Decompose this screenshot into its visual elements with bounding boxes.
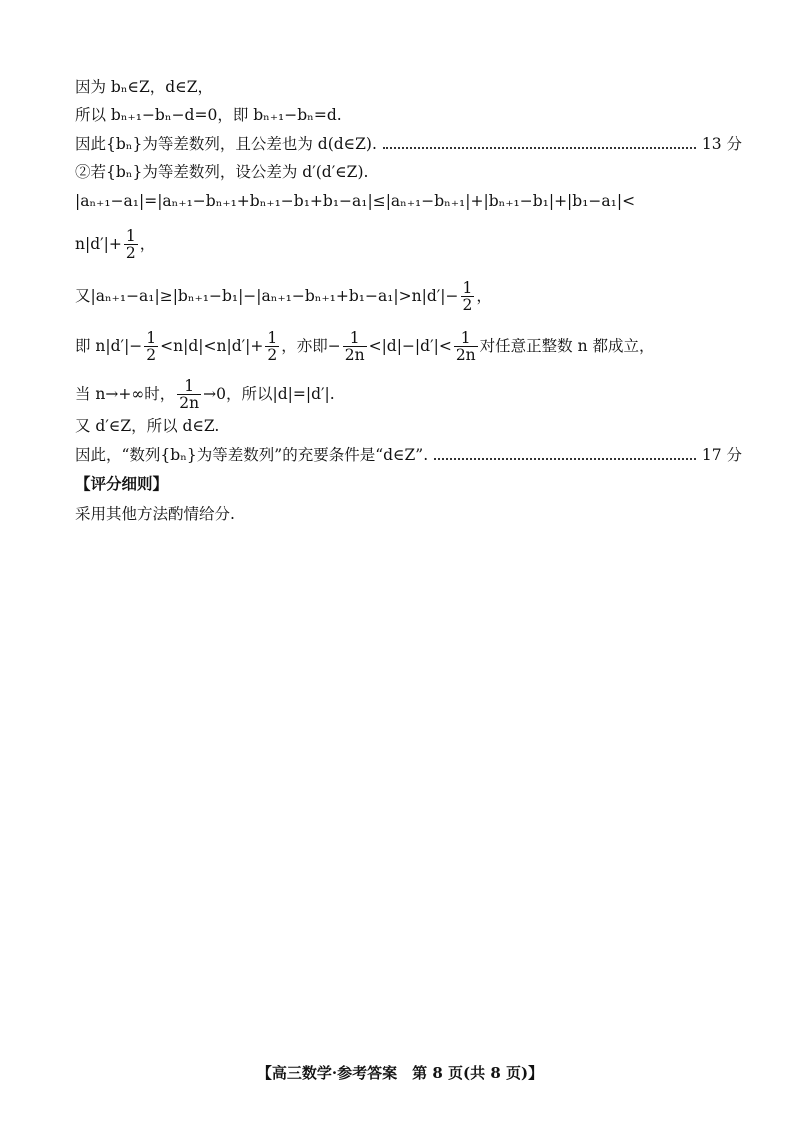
fraction-denominator: 2 — [146, 346, 157, 365]
line-10-text: 又 d′∈Z，所以 d∈Z. — [75, 417, 220, 435]
fraction-3 — [343, 330, 367, 364]
page-footer: 【高三数学·参考答案 第 8 页(共 8 页)】 — [256, 1064, 544, 1082]
score-17: 17 分 — [701, 446, 742, 464]
fraction-denominator: 2n — [455, 346, 476, 365]
fraction-1 — [144, 330, 158, 364]
line-9-post: →0，所以|d|=|d′|. — [203, 384, 335, 403]
text-line-5 — [75, 190, 635, 212]
fraction-half — [461, 280, 475, 314]
fraction-1-over-2n — [177, 378, 201, 412]
score-13: 13 分 — [701, 135, 742, 153]
text-line-6 — [75, 228, 155, 262]
fraction-denominator: 2 — [267, 346, 278, 365]
line-11-text: 因此，“数列{bₙ}为等差数列”的充要条件是“d∈Z”. — [75, 446, 429, 464]
text-line-7 — [75, 280, 492, 314]
fraction-2 — [265, 330, 279, 364]
line-6-post: ， — [139, 234, 156, 253]
fraction-numerator: 1 — [125, 227, 136, 245]
fraction-numerator: 1 — [267, 329, 278, 347]
grading-details-heading — [75, 473, 168, 495]
line-5-text: |aₙ₊₁−a₁|=|aₙ₊₁−bₙ₊₁+bₙ₊₁−b₁+b₁−a₁|≤|aₙ₊₁−bₙ₊₁|+|bₙ₊₁−b₁|+|b₁−a₁|< — [75, 192, 636, 210]
line-8-pre: 即 n|d′|− — [75, 336, 143, 355]
fraction-numerator: 1 — [177, 378, 201, 395]
fraction-half — [124, 228, 138, 262]
line-9-pre: 当 n→+∞时， — [75, 384, 176, 403]
text-line-4 — [75, 161, 368, 183]
fraction-numerator: 1 — [454, 330, 478, 347]
fraction-numerator: 1 — [146, 329, 157, 347]
text-line-1 — [75, 76, 213, 98]
fraction-numerator: 1 — [462, 279, 473, 297]
line-13-text: 采用其他方法酌情给分. — [75, 505, 235, 523]
line-8-mid: <n|d|<n|d′|+ — [160, 336, 264, 355]
line-4-text: ②若{bₙ}为等差数列，设公差为 d′(d′∈Z). — [75, 163, 369, 181]
fraction-denominator: 2n — [344, 346, 365, 365]
fraction-4 — [454, 330, 478, 364]
line-1-text: 因为 bₙ∈Z，d∈Z， — [75, 78, 213, 96]
fraction-denominator: 2n — [179, 394, 200, 413]
line-8-post: 对任意正整数 n 都成立， — [479, 336, 655, 355]
text-line-9 — [75, 378, 335, 412]
faded-watermark — [204, 824, 236, 865]
fraction-denominator: 2 — [125, 244, 136, 263]
leader-dots — [434, 458, 696, 460]
text-line-8 — [75, 330, 655, 364]
line-3-text: 因此{bₙ}为等差数列，且公差也为 d(d∈Z). — [75, 135, 377, 153]
fraction-denominator: 2 — [462, 296, 473, 315]
line-2-text: 所以 bₙ₊₁−bₙ−d=0，即 bₙ₊₁−bₙ=d. — [75, 106, 342, 124]
line-6-pre: n|d′|+ — [75, 234, 122, 253]
line-7-post: ， — [476, 286, 492, 305]
heading-text: 【评分细则】 — [75, 474, 169, 493]
text-line-11-with-score — [75, 444, 742, 466]
text-line-13 — [75, 503, 235, 525]
line-8-mid2: ，亦即− — [281, 336, 341, 355]
text-line-10 — [75, 415, 219, 437]
leader-dots — [383, 147, 696, 149]
fraction-numerator: 1 — [343, 330, 367, 347]
text-line-3-with-score — [75, 133, 742, 155]
line-7-pre: 又|aₙ₊₁−a₁|≥|bₙ₊₁−b₁|−|aₙ₊₁−bₙ₊₁+b₁−a₁|>n|d′|− — [75, 286, 459, 305]
line-8-mid3: <|d|−|d′|< — [368, 336, 452, 355]
text-line-2 — [75, 104, 342, 126]
